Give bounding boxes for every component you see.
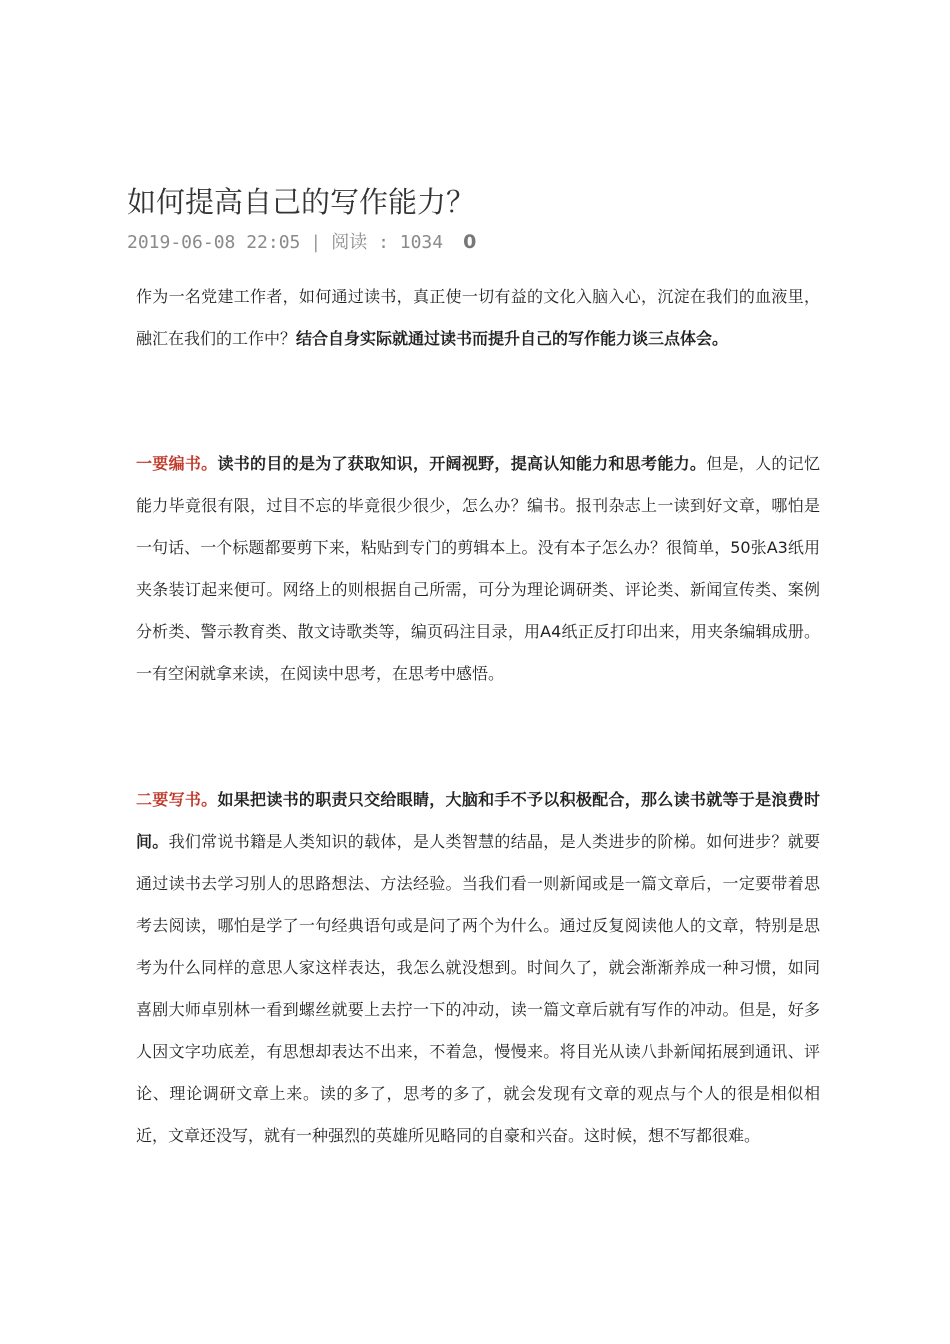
intro-text: 作为一名党建工作者，如何通过读书，真正使一切有益的文化入脑入心，沉淀在我们的血液里，融汇在我们的工作中？ (136, 287, 820, 348)
point-one-paragraph (136, 443, 820, 695)
point-two-bold-text: 如果把读书的职责只交给眼睛，大脑和手不予以积极配合，那么读书就等于是浪费时间。 (136, 790, 820, 851)
point-two-paragraph (136, 779, 820, 1157)
meta-separator: | (310, 232, 322, 253)
point-two-text: 我们常说书籍是人类知识的载体，是人类智慧的结晶，是人类进步的阶梯。如何进步？就要通过读书去学习别人的思路想法、方法经验。当我们看一则新闻或是一篇文章后，一定要带着思考去阅读，哪怕是学了一句经典语句或是问了两个为什么。通过反复阅读他人的文章，特别是思考为什么同样的意思人家这样表达，我怎么就没想到。时间久了，就会渐渐养成一种习惯，如同喜剧大师卓别林一看到螺丝就要上去拧一下的冲动，读一篇文章后就有写作的冲动。但是，好多人因文字功底差，有思想却表达不出来，不着急，慢慢来。将目光从读八卦新闻拓展到通讯、评论、理论调研文章上来。读的多了，思考的多了，就会发现有文章的观点与个人的很是相似相近，文章还没写，就有一种强烈的英雄所见略同的自豪和兴奋。这时候，想不写都很难。 (136, 832, 820, 1145)
read-count: 阅读 : 1034 (331, 232, 444, 253)
point-one-heading: 一要编书。 (136, 454, 218, 473)
article-meta (127, 229, 476, 255)
point-two-heading: 二要写书。 (136, 790, 218, 809)
point-one-text: 但是，人的记忆能力毕竟很有限，过目不忘的毕竟很少很少，怎么办？编书。报刊杂志上一读到好文章，哪怕是一句话、一个标题都要剪下来，粘贴到专门的剪辑本上。没有本子怎么办？很简单，50张A3纸用夹条装订起来便可。网络上的则根据自己所需，可分为理论调研类、评论类、新闻宣传类、案例分析类、警示教育类、散文诗歌类等，编页码注目录，用A4纸正反打印出来，用夹条编辑成册。一有空闲就拿来读，在阅读中思考，在思考中感悟。 (136, 454, 820, 683)
comment-count: 0 (463, 231, 477, 253)
point-one-bold-text: 读书的目的是为了获取知识，开阔视野，提高认知能力和思考能力。 (217, 454, 707, 473)
intro-paragraph (136, 276, 820, 360)
article-title: 如何提高自己的写作能力？ (127, 185, 476, 219)
publish-datetime: 2019-06-08 22:05 (127, 232, 301, 253)
intro-bold-text: 结合自身实际就通过读书而提升自己的写作能力谈三点体会。 (296, 329, 729, 348)
